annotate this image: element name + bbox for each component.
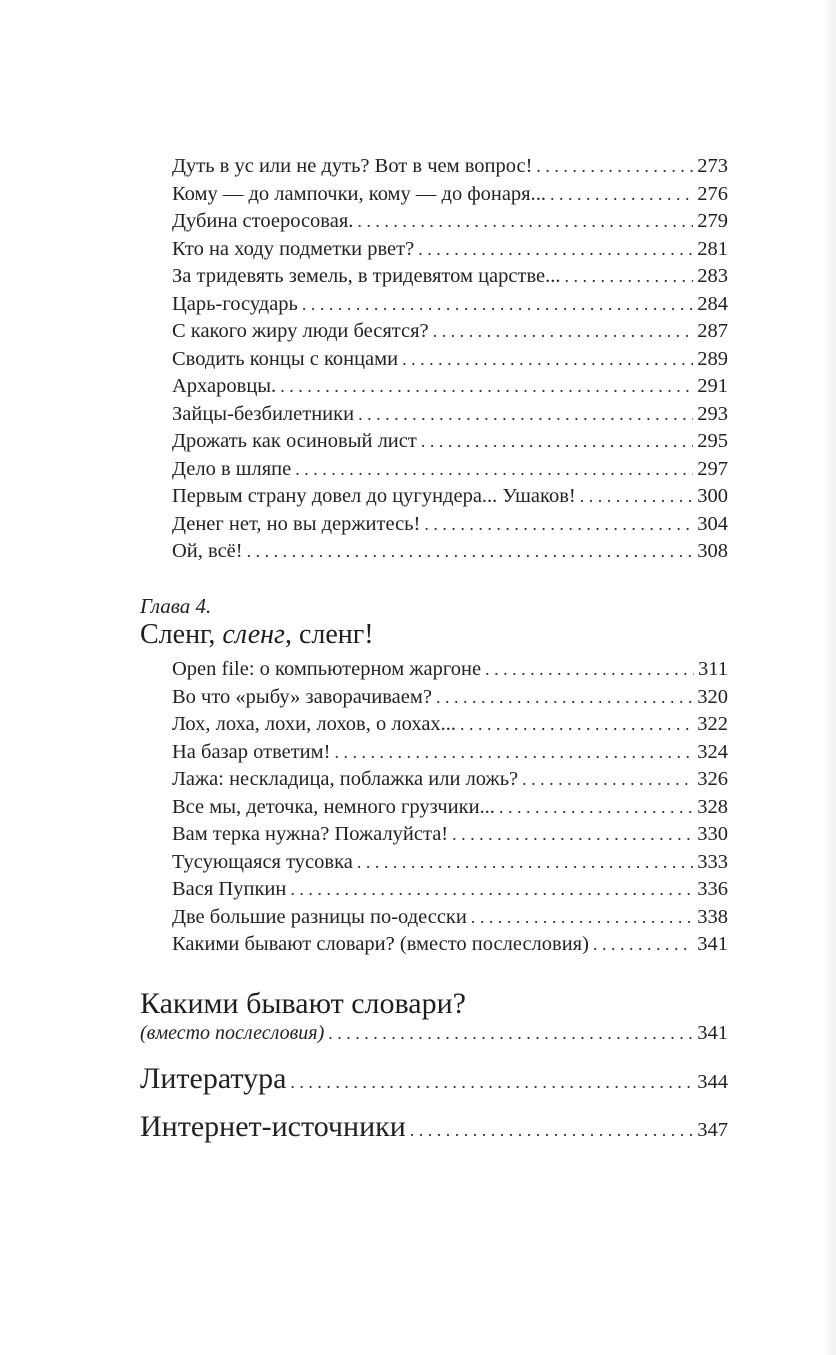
toc-entry[interactable] <box>172 538 728 566</box>
dot-leader <box>295 456 693 484</box>
page-number: 341 <box>697 1022 728 1044</box>
page-number: 311 <box>698 658 728 680</box>
toc-entry[interactable] <box>172 263 728 291</box>
dot-leader <box>499 794 693 822</box>
toc-entry-title: Первым страну довел до цугундера... Ушаков! <box>172 485 576 507</box>
toc-entry-title: Вам терка нужна? Пожалуйста! <box>172 823 449 845</box>
page-number: 287 <box>697 320 728 342</box>
toc-entry-title: Архаровцы. <box>172 375 277 397</box>
toc-entry[interactable] <box>172 821 728 849</box>
page-number: 324 <box>697 740 728 763</box>
literature-row <box>140 1062 728 1096</box>
dot-leader <box>536 153 693 181</box>
toc-entry-title: Кому — до лампочки, кому — до фонаря... <box>172 182 546 205</box>
dot-leader <box>290 1072 693 1093</box>
toc-entry-title: Ой, всё! <box>172 540 243 562</box>
page-number: 273 <box>697 155 728 177</box>
chapter-label: Глава 4. <box>140 594 212 618</box>
toc-entry[interactable] <box>172 511 728 539</box>
page-number: 341 <box>697 933 728 955</box>
page-number: 281 <box>697 237 728 260</box>
toc-chapter-4-entries <box>172 656 728 959</box>
toc-entry[interactable] <box>172 656 728 684</box>
dot-leader <box>402 346 693 374</box>
toc-entry[interactable] <box>172 318 728 346</box>
toc-entry[interactable] <box>172 483 728 511</box>
toc-afterword[interactable] <box>140 986 728 1045</box>
dot-leader <box>302 291 693 319</box>
toc-entry-title: Тусующаяся тусовка <box>172 850 353 873</box>
toc-entry-title: Денег нет, но вы держитесь! <box>172 512 421 535</box>
page-number: 322 <box>697 713 728 735</box>
dot-leader <box>410 1120 693 1141</box>
page-number: 336 <box>697 878 728 900</box>
toc-entry[interactable] <box>172 739 728 767</box>
dot-leader <box>421 428 693 456</box>
toc-entry-title: Кто на ходу подметки рвет? <box>172 237 415 260</box>
toc-entry[interactable] <box>172 794 728 822</box>
page-number: 284 <box>697 292 728 315</box>
dot-leader <box>593 931 693 959</box>
toc-internet-sources[interactable] <box>140 1110 728 1144</box>
page-number: 300 <box>697 485 728 507</box>
toc-entry-title: Царь-государь <box>172 292 298 315</box>
dot-leader <box>424 511 693 539</box>
dot-leader <box>280 373 693 401</box>
toc-entry[interactable] <box>172 684 728 712</box>
page-number: 347 <box>697 1119 728 1141</box>
toc-entry[interactable] <box>172 428 728 456</box>
toc-entry[interactable] <box>172 291 728 319</box>
toc-section-continued <box>172 153 728 566</box>
toc-entry[interactable] <box>172 153 728 181</box>
dot-leader <box>452 821 693 849</box>
afterword-subtitle: (вместо послесловия) <box>140 1022 325 1044</box>
internet-sources-row <box>140 1110 728 1144</box>
toc-entry-title: За тридевять земель, в тридевятом царстве... <box>172 265 561 287</box>
dot-leader <box>334 739 693 767</box>
toc-entry[interactable] <box>172 236 728 264</box>
toc-entry[interactable] <box>172 904 728 932</box>
dot-leader <box>357 849 693 877</box>
toc-entry[interactable] <box>172 181 728 209</box>
toc-entry[interactable] <box>172 876 728 904</box>
page-number: 308 <box>697 540 728 562</box>
toc-entry[interactable] <box>172 401 728 429</box>
literature-title: Литература <box>140 1062 287 1095</box>
toc-entry-title: Дубина стоеросовая. <box>172 210 354 232</box>
toc-entry-title: Вася Пупкин <box>172 878 287 900</box>
page-number: 330 <box>697 823 728 845</box>
chapter-4-heading <box>140 594 374 652</box>
dot-leader <box>328 1023 693 1044</box>
page-number: 338 <box>697 905 728 928</box>
toc-entry-title: Сводить концы с концами <box>172 347 399 370</box>
toc-entry[interactable] <box>172 931 728 959</box>
toc-entry-title: На базар ответим! <box>172 740 331 763</box>
page-number: 293 <box>697 402 728 425</box>
toc-entry-title: Какими бывают словари? (вместо послесловия) <box>172 933 589 955</box>
page-number: 279 <box>697 210 728 232</box>
chapter-title-part-italic: сленг <box>222 619 285 650</box>
dot-leader <box>433 318 694 346</box>
toc-entry[interactable] <box>172 711 728 739</box>
dot-leader <box>290 876 693 904</box>
toc-entry-title: Две большие разницы по-одесски <box>172 905 467 928</box>
dot-leader <box>436 684 693 712</box>
toc-entry[interactable] <box>172 766 728 794</box>
page-number: 304 <box>697 512 728 535</box>
page-number: 283 <box>697 265 728 287</box>
page-number: 295 <box>697 430 728 452</box>
dot-leader <box>460 711 693 739</box>
toc-entry-title: Дрожать как осиновый лист <box>172 430 417 452</box>
dot-leader <box>357 208 693 236</box>
page-number: 297 <box>697 457 728 480</box>
toc-entry[interactable] <box>172 849 728 877</box>
page-number: 333 <box>697 850 728 873</box>
toc-entry-title: Лох, лоха, лохи, лохов, о лохах... <box>172 713 457 735</box>
toc-entry-title: Дело в шляпе <box>172 457 292 480</box>
dot-leader <box>485 656 694 684</box>
toc-entry[interactable] <box>172 456 728 484</box>
dot-leader <box>550 181 693 209</box>
afterword-row <box>140 1022 728 1045</box>
toc-literature[interactable] <box>140 1062 728 1096</box>
toc-entry[interactable] <box>172 208 728 236</box>
dot-leader <box>522 766 693 794</box>
afterword-title: Какими бывают словари? <box>140 987 466 1020</box>
toc-entry-title: Все мы, деточка, немного грузчики... <box>172 795 495 818</box>
dot-leader <box>247 538 694 566</box>
page-number: 320 <box>697 685 728 708</box>
chapter-title-part: , сленг! <box>284 619 374 650</box>
toc-entry-title: Лажа: нескладица, поблажка или ложь? <box>172 768 519 790</box>
toc-entry-title: Во что «рыбу» заворачиваем? <box>172 685 432 708</box>
toc-entry-title: Open file: о компьютерном жаргоне <box>172 658 482 680</box>
toc-entry-title: Зайцы-безбилетники <box>172 402 355 425</box>
page-number: 289 <box>697 347 728 370</box>
chapter-title <box>140 618 374 652</box>
chapter-title-part: Сленг, <box>140 619 223 650</box>
page-number: 276 <box>697 182 728 205</box>
toc-entry[interactable] <box>172 346 728 374</box>
dot-leader <box>564 263 693 291</box>
internet-sources-title: Интернет-источники <box>140 1110 406 1143</box>
dot-leader <box>580 483 694 511</box>
page-number: 326 <box>697 768 728 790</box>
dot-leader <box>358 401 693 429</box>
page-number: 291 <box>697 375 728 397</box>
page-number: 328 <box>697 795 728 818</box>
toc-entry-title: С какого жиру люди бесятся? <box>172 320 429 342</box>
page-number: 344 <box>697 1071 728 1093</box>
page-edge-shadow <box>822 0 836 1355</box>
toc-entry[interactable] <box>172 373 728 401</box>
toc-entry-title: Дуть в ус или не дуть? Вот в чем вопрос! <box>172 155 533 177</box>
dot-leader <box>418 236 693 264</box>
dot-leader <box>471 904 693 932</box>
